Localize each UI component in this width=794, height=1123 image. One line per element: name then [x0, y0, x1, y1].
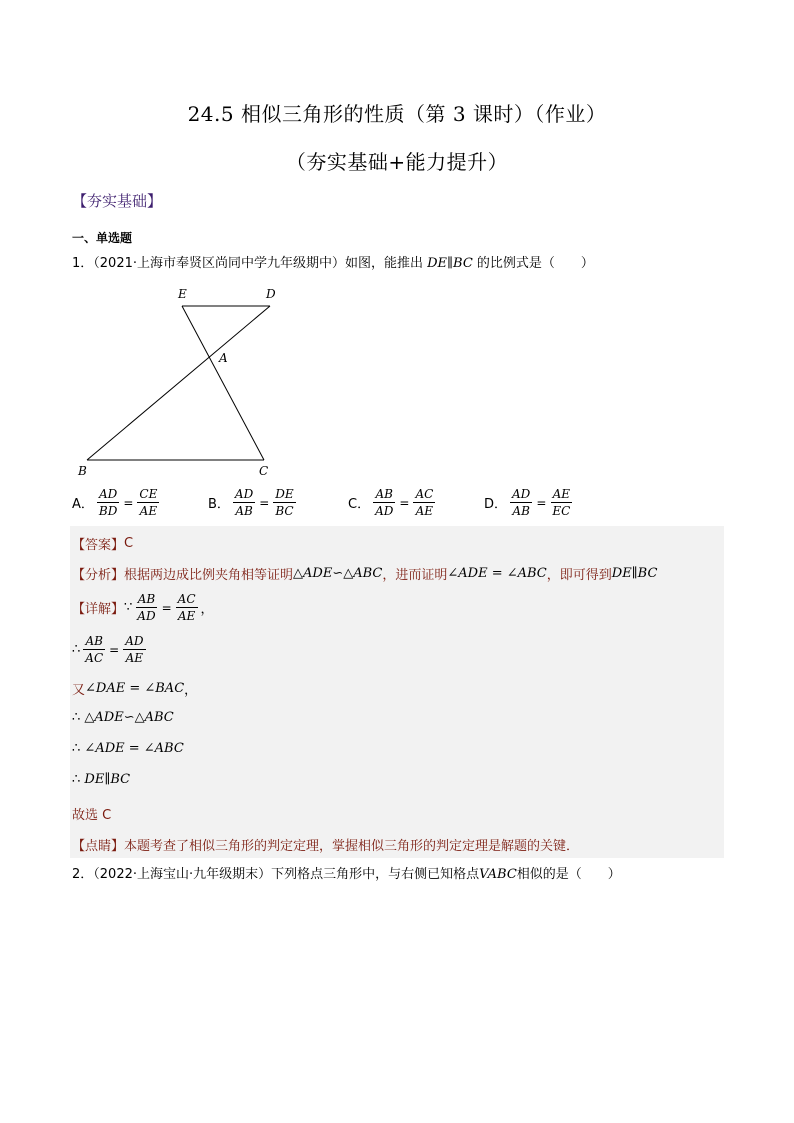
- question-1-stem: [72, 252, 594, 271]
- q1-options: [72, 486, 732, 526]
- comment-row: 【点睛】 本题考查了相似三角形的判定定理，掌握相似三角形的判定定理是解题的关键．: [72, 839, 580, 854]
- choose-row: 故选 C: [72, 808, 112, 823]
- fraction: $\frac{AC}{AE}$: [415, 487, 434, 518]
- analysis-row: 【分析】 根据两边成比例夹角相等证明 △ADE∽△ABC ，进而证明 ∠ADE = ∠ABC ，即可得到 DE∥BC: [72, 566, 658, 583]
- q1-condition: DE∥BC: [427, 256, 473, 271]
- point-label-c: C: [259, 464, 269, 478]
- section-heading: 【夯实基础】: [72, 192, 163, 210]
- option-b[interactable]: B． $\frac{AD}{AB}$ = $\frac{DE}{BC}$: [208, 487, 294, 518]
- fraction: $\frac{AD}{AB}$: [234, 487, 254, 518]
- fraction: $\frac{CE}{AE}$: [139, 487, 158, 518]
- fraction: $\frac{AD}{BD}$: [98, 487, 118, 518]
- q1-suffix: 的比例式是（ ）: [472, 256, 594, 271]
- answer-row: 【答案】 C: [72, 536, 134, 553]
- point-label-e: E: [178, 287, 187, 301]
- detail-row-6: ∴ DE∥BC: [72, 772, 131, 787]
- option-d[interactable]: D． $\frac{AD}{AB}$ = $\frac{AE}{EC}$: [484, 487, 571, 518]
- point-label-b: B: [78, 464, 87, 478]
- fraction: $\frac{AD}{AE}$: [125, 634, 144, 665]
- point-label-a: A: [219, 351, 228, 365]
- segment-db: [87, 306, 270, 460]
- fraction: $\frac{DE}{BC}$: [275, 487, 294, 518]
- fraction: $\frac{AB}{AC}$: [85, 634, 104, 665]
- detail-row-1: 【详解】 ∵ $\frac{AB}{AD}$ = $\frac{AC}{AE}$ ，: [72, 592, 214, 623]
- point-label-d: D: [266, 287, 276, 301]
- q1-figure: [72, 282, 292, 482]
- q1-prefix: 1．（2021·上海市奉贤区尚同中学九年级期中）如图，能推出: [72, 256, 428, 271]
- q2-triangle: VABC: [479, 867, 517, 882]
- fraction: $\frac{AD}{AB}$: [512, 487, 531, 518]
- option-c[interactable]: C． $\frac{AB}{AD}$ = $\frac{AC}{AE}$: [348, 487, 434, 518]
- fraction: $\frac{AB}{AD}$: [137, 592, 156, 623]
- detail-row-3: 又 ∠DAE = ∠BAC ，: [72, 681, 198, 698]
- page-title: 24.5 相似三角形的性质（第 3 课时）（作业）: [187, 102, 607, 126]
- question-2-stem: 2．（2022·上海宝山·九年级期末）下列格点三角形中，与右侧已知格点VABC相似的是（ ）: [72, 867, 621, 882]
- fraction: $\frac{AB}{AD}$: [375, 487, 394, 518]
- fraction: $\frac{AC}{AE}$: [177, 592, 196, 623]
- answer-value: C: [124, 536, 134, 551]
- part-heading: 一、单选题: [72, 231, 133, 245]
- option-a[interactable]: A． $\frac{AD}{BD}$ = $\frac{CE}{AE}$: [72, 487, 158, 518]
- fraction: $\frac{AE}{EC}$: [552, 487, 571, 518]
- segment-ec: [182, 306, 264, 460]
- detail-row-2: ∴ $\frac{AB}{AC}$ = $\frac{AD}{AE}$: [72, 634, 144, 665]
- page-subtitle: （夯实基础+能力提升）: [285, 150, 509, 174]
- detail-row-5: ∴ ∠ADE = ∠ABC: [72, 741, 184, 756]
- detail-row-4: ∴ △ADE∽△ABC: [72, 710, 174, 725]
